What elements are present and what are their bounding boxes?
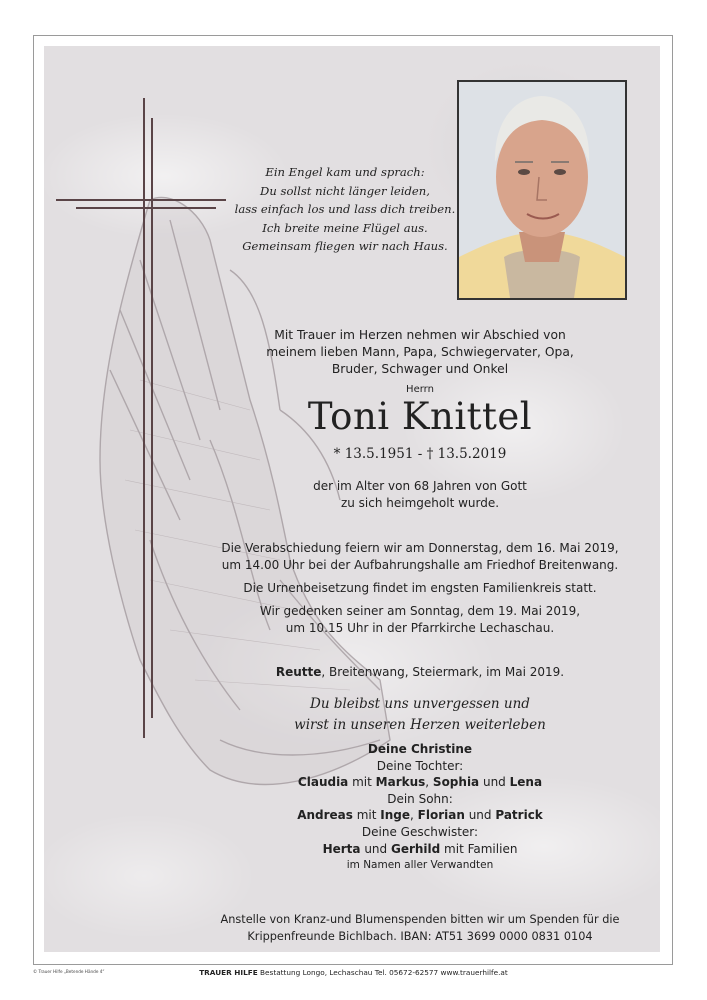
family-relatives: im Namen aller Verwandten — [346, 859, 494, 872]
place-rest: , Breitenwang, Steiermark, im Mai 2019. — [321, 665, 565, 679]
poem-line: Gemeinsam fliegen wir nach Haus. — [242, 239, 448, 253]
donation-text — [180, 911, 660, 945]
family-connector: mit — [348, 775, 376, 790]
farewell-line: um 14.00 Uhr bei der Aufbahrungshalle am Friedhof Breitenwang. — [221, 558, 619, 572]
intro-text — [190, 327, 650, 379]
family-list — [190, 741, 650, 874]
age-line: zu sich heimgeholt wurde. — [340, 496, 500, 510]
poem-line: Ein Engel kam und sprach: — [265, 165, 425, 179]
mass-line: um 10.15 Uhr in der Pfarrkirche Lechaschau. — [285, 621, 555, 635]
intro-line: Mit Trauer im Herzen nehmen wir Abschied von — [274, 328, 566, 342]
family-member: Markus — [375, 775, 426, 790]
family-son — [190, 807, 650, 824]
place-date — [190, 664, 650, 681]
poem-line: lass einfach los und lass dich treiben. — [234, 202, 456, 216]
family-member: Sophia — [432, 775, 480, 790]
farewell-text — [190, 540, 650, 574]
age-text — [190, 478, 650, 512]
urn-text: Die Urnenbeisetzung findet im engsten Familienkreis statt. — [243, 581, 597, 595]
family-member: Florian — [417, 808, 465, 823]
mass-text — [190, 603, 650, 637]
poem-line: Ich breite meine Flügel aus. — [262, 220, 428, 235]
footer-brand: TRAUER HILFE — [199, 968, 258, 977]
family-member: Patrick — [495, 808, 543, 823]
memorial-line: Du bleibst uns unvergessen und — [310, 696, 530, 712]
place-city: Reutte — [275, 665, 322, 679]
family-member: Lena — [509, 775, 543, 790]
family-connector: und — [479, 775, 510, 790]
memorial-text — [190, 694, 650, 736]
family-daughters — [190, 774, 650, 791]
donation-line: Anstelle von Kranz-und Blumenspenden bitten wir um Spenden für die — [220, 913, 620, 926]
farewell-line: Die Verabschiedung feiern wir am Donnerstag, dem 16. Mai 2019, — [221, 541, 619, 555]
age-line: der im Alter von 68 Jahren von Gott — [313, 479, 527, 493]
family-member: Andreas — [297, 808, 353, 823]
family-connector: und — [360, 841, 391, 856]
footer-text: Bestattung Longo, Lechaschau Tel. 05672-62577 www.trauerhilfe.at — [257, 968, 508, 977]
image-credit: © Trauer Hilfe „Betende Hände 4“ — [33, 969, 105, 974]
family-connector: und — [464, 808, 496, 823]
deceased-name: Toni Knittel — [307, 395, 533, 438]
family-wife: Deine Christine — [367, 742, 473, 756]
mass-line: Wir gedenken seiner am Sonntag, dem 19. Mai 2019, — [259, 604, 581, 618]
family-connector: mit Familien — [440, 841, 518, 856]
family-siblings-label: Deine Geschwister: — [361, 824, 479, 839]
family-connector: mit — [352, 808, 381, 823]
family-son-label: Dein Sohn: — [387, 791, 453, 806]
salutation: Herrn — [406, 384, 434, 395]
intro-line: meinem lieben Mann, Papa, Schwiegervater, Opa, — [266, 345, 574, 360]
family-daughters-label: Deine Tochter: — [376, 758, 464, 773]
family-member: Inge — [380, 808, 411, 823]
poem — [200, 163, 490, 256]
family-siblings — [190, 841, 650, 858]
intro-line: Bruder, Schwager und Onkel — [331, 362, 509, 377]
donation-line: Krippenfreunde Bichlbach. IBAN: AT51 3699 0000 0831 0104 — [247, 930, 593, 943]
family-member: Claudia — [297, 775, 349, 790]
family-member: Herta — [322, 841, 361, 856]
footer — [0, 968, 707, 977]
memorial-line: wirst in unseren Herzen weiterleben — [294, 717, 546, 733]
poem-line: Du sollst nicht länger leiden, — [260, 183, 430, 198]
family-connector: , — [410, 808, 418, 823]
family-connector: , — [425, 775, 433, 790]
life-dates: * 13.5.1951 - † 13.5.2019 — [333, 446, 507, 462]
family-member: Gerhild — [390, 841, 441, 856]
